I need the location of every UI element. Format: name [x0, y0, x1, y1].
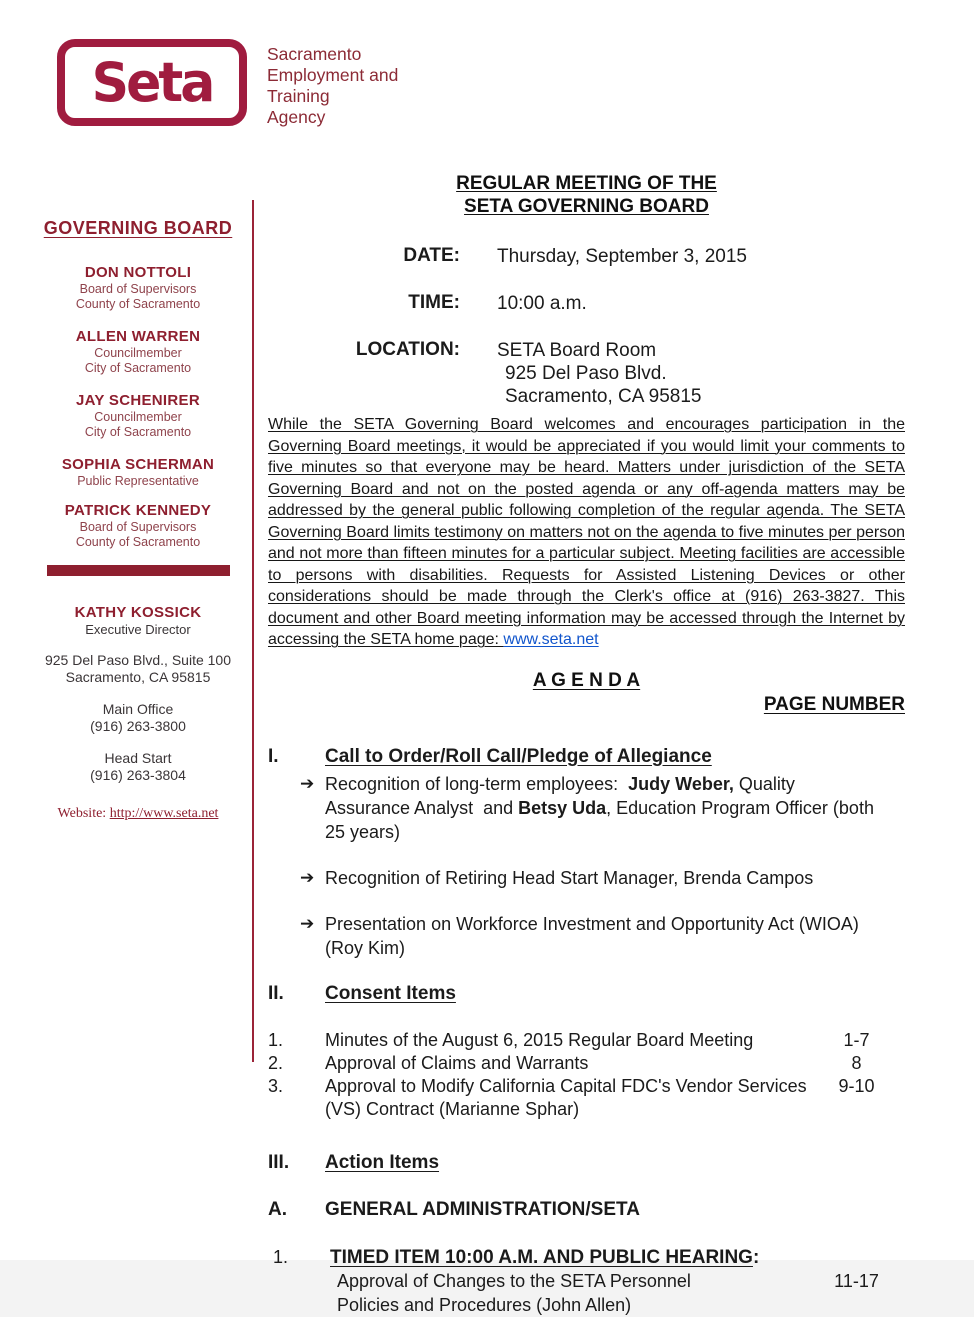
section-title: Action Items	[325, 1151, 440, 1173]
member-title: City of Sacramento	[84, 425, 192, 439]
member-title: Councilmember	[94, 346, 182, 360]
arrow-icon: ➔	[300, 773, 315, 793]
item-number: 2.	[268, 1052, 284, 1073]
section-title: Consent Items	[325, 982, 456, 1004]
meeting-title-line2: SETA GOVERNING BOARD	[464, 196, 709, 217]
section-title: Call to Order/Roll Call/Pledge of Allegiance	[325, 745, 712, 767]
board-member	[27, 327, 249, 376]
seta-logo-text: Seta	[91, 51, 213, 114]
governing-board-sidebar	[27, 218, 249, 822]
member-title: County of Sacramento	[75, 297, 201, 311]
item-number: 1.	[268, 1029, 284, 1050]
section-action-items	[268, 1152, 905, 1174]
member-name: PATRICK KENNEDY	[64, 502, 212, 519]
date-label: DATE:	[403, 245, 460, 266]
action-item-line	[268, 1269, 905, 1293]
vertical-divider	[252, 200, 254, 1062]
date-value: Thursday, September 3, 2015	[497, 246, 747, 267]
consent-item	[268, 1029, 905, 1052]
notice-text: While the SETA Governing Board welcomes and encourages participation in the Governing Board meetings, it would be appreciated if you would limit your comments to five minutes so that everyone may be heard. Matters under jurisdiction of the SETA Governing Board and not on the posted agenda or any off-agenda matters may be addressed by the general public following completion of the regular agenda. The SETA Governing Board limits testimony on matters not on the agenda to five minutes per person and not more than fifteen minutes for a particular subject. Meeting facilities are accessible to persons with disabilities. Requests for Assisted Listening Devices or other considerations should be made through the Clerk's office at (916) 263-3827. This document and other Board meeting information may be accessed through the Internet by accessing the SETA home page:	[268, 416, 905, 648]
item-text: Approval to Modify California Capital FDC's Vendor Services (VS) Contract (Marianne Sphar)	[325, 1075, 807, 1119]
board-member	[27, 263, 249, 312]
contact-phone: (916) 263-3800	[90, 718, 186, 734]
page-number-heading: PAGE NUMBER	[763, 693, 905, 715]
consent-items-list	[268, 1029, 905, 1121]
action-item-heading: TIMED ITEM 10:00 A.M. AND PUBLIC HEARING:	[330, 1246, 760, 1268]
member-title: County of Sacramento	[75, 535, 201, 549]
bullet-text: Presentation on Workforce Investment and Opportunity Act (WIOA) (Roy Kim)	[325, 913, 864, 958]
director-title: Executive Director	[85, 622, 191, 637]
member-name: DON NOTTOLI	[84, 264, 192, 281]
section-numeral: III.	[268, 1151, 290, 1173]
action-item-heading-row	[268, 1247, 905, 1269]
item-text: Approval of Claims and Warrants	[325, 1052, 589, 1073]
arrow-icon: ➔	[300, 913, 315, 933]
board-member	[27, 501, 249, 550]
section-numeral: I.	[268, 745, 279, 767]
member-name: ALLEN WARREN	[75, 328, 201, 345]
item-number: 1.	[273, 1246, 289, 1267]
member-name: SOPHIA SCHERMAN	[61, 456, 215, 473]
member-name: JAY SCHENIRER	[76, 392, 200, 409]
action-item-line	[268, 1293, 905, 1317]
address-line: 925 Del Paso Blvd., Suite 100	[44, 652, 231, 668]
time-label: TIME:	[408, 292, 460, 313]
meeting-title-line1: REGULAR MEETING OF THE	[456, 173, 717, 194]
head-start-contact	[27, 750, 249, 784]
section-numeral: II.	[268, 982, 284, 1004]
public-participation-notice	[268, 414, 905, 651]
agenda-main	[268, 172, 905, 1317]
subsection-letter: A.	[268, 1198, 287, 1220]
agenda-bullet-retiring-manager	[300, 866, 880, 890]
item-pages: 8	[851, 1052, 862, 1073]
member-title: Board of Supervisors	[79, 282, 197, 296]
time-value: 10:00 a.m.	[497, 293, 587, 314]
item-text: Policies and Procedures (John Allen)	[337, 1294, 632, 1315]
consent-item	[268, 1052, 905, 1075]
member-title: City of Sacramento	[84, 361, 192, 375]
seta-logo	[57, 39, 247, 126]
section-consent-items	[268, 983, 905, 1005]
tagline-line: Sacramento	[267, 44, 362, 64]
website-line	[27, 806, 249, 822]
meta-time-row	[268, 292, 905, 315]
item-pages: 1-7	[843, 1029, 870, 1050]
subsection-title: GENERAL ADMINISTRATION/SETA	[325, 1198, 640, 1220]
tagline-line: Training	[267, 86, 330, 106]
bullet-text: Recognition of long-term employees: Judy Weber, Quality Assurance Analyst and Betsy Uda, Education Program Officer (both 25 years)	[325, 773, 879, 842]
location-value	[460, 339, 905, 408]
location-line: 925 Del Paso Blvd.	[505, 363, 667, 384]
board-member	[27, 455, 249, 489]
board-member	[27, 391, 249, 440]
seta-homepage-link[interactable]: www.seta.net	[503, 631, 599, 648]
address-line: Sacramento, CA 95815	[65, 669, 211, 685]
meta-location-row	[268, 339, 905, 408]
bullet-text: Recognition of Retiring Head Start Manager, Brenda Campos	[325, 867, 814, 888]
agenda-bullet-recognition-employees	[300, 772, 880, 844]
agenda-heading: A G E N D A	[532, 669, 641, 691]
tagline-line: Employment and	[267, 65, 399, 85]
item-pages: 9-10	[838, 1075, 875, 1096]
location-line: SETA Board Room	[497, 340, 657, 361]
contact-phone: (916) 263-3804	[90, 767, 186, 783]
meta-date-row	[268, 245, 905, 268]
meeting-title	[268, 172, 905, 218]
location-label: LOCATION:	[355, 339, 460, 360]
section-call-to-order	[268, 746, 905, 768]
contact-label: Head Start	[104, 750, 172, 766]
contact-label: Main Office	[102, 701, 174, 717]
website-label: Website:	[57, 806, 110, 821]
member-title: Councilmember	[94, 410, 182, 424]
item-text: Approval of Changes to the SETA Personnel	[337, 1270, 691, 1291]
item-pages: 11-17	[834, 1270, 879, 1291]
arrow-icon: ➔	[300, 867, 315, 887]
location-line: Sacramento, CA 95815	[505, 386, 702, 407]
agency-tagline	[267, 44, 398, 128]
member-title: Public Representative	[77, 474, 199, 488]
tagline-line: Agency	[267, 107, 326, 127]
website-link[interactable]: http://www.seta.net	[109, 806, 219, 821]
consent-item	[268, 1075, 905, 1121]
timed-item-public-hearing	[268, 1247, 905, 1317]
sidebar-heading: GOVERNING BOARD	[43, 218, 233, 238]
item-number: 3.	[268, 1075, 284, 1096]
agenda-bullet-wioa-presentation	[300, 912, 880, 960]
sidebar-divider-bar	[47, 565, 230, 576]
main-office-contact	[27, 701, 249, 735]
meeting-meta	[268, 245, 905, 408]
subsection-general-administration	[268, 1199, 905, 1221]
agency-address	[27, 652, 249, 686]
executive-director	[27, 603, 249, 637]
member-title: Board of Supervisors	[79, 520, 197, 534]
director-name: KATHY KOSSICK	[74, 604, 202, 621]
item-text: Minutes of the August 6, 2015 Regular Board Meeting	[325, 1029, 754, 1050]
